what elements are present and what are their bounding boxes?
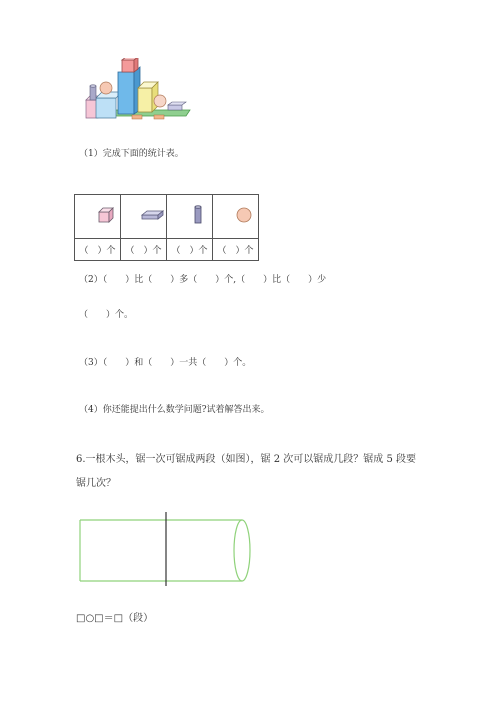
q4-line: （4）你还能提出什么数学问题?试着解答出来。 bbox=[79, 405, 270, 415]
flat-cuboid bbox=[168, 102, 186, 110]
q2-line2: （ ）个。 bbox=[79, 310, 134, 320]
count-cell-cuboid[interactable]: （ ）个 bbox=[121, 239, 167, 261]
tall-blue-cuboid bbox=[118, 58, 140, 114]
cylinder-icon bbox=[193, 205, 203, 225]
count-cell-sphere[interactable]: （ ）个 bbox=[213, 239, 259, 261]
sphere-icon bbox=[235, 206, 253, 224]
cube-icon bbox=[96, 206, 116, 224]
table-cell-cuboid bbox=[121, 195, 167, 239]
peach-sphere bbox=[100, 82, 112, 94]
yellow-cuboid bbox=[138, 82, 158, 112]
log-diagram bbox=[74, 510, 256, 588]
q1-label: （1）完成下面的统计表。 bbox=[79, 149, 184, 159]
table-cell-cylinder bbox=[167, 195, 213, 239]
table-icon-row bbox=[75, 195, 259, 239]
solids-illustration bbox=[82, 58, 194, 124]
count-cell-cube[interactable]: （ ）个 bbox=[75, 239, 121, 261]
log-outline bbox=[80, 520, 250, 581]
gray-cylinder bbox=[90, 85, 96, 100]
table-cell-cube bbox=[75, 195, 121, 239]
count-cell-cylinder[interactable]: （ ）个 bbox=[167, 239, 213, 261]
q3-line: （3）（ ）和（ ）一共（ ）个。 bbox=[79, 358, 252, 368]
q2-line1: （2）（ ）比（ ）多（ ）个,（ ）比（ ）少 bbox=[79, 275, 327, 285]
table-count-row bbox=[75, 239, 259, 261]
statistics-table bbox=[74, 194, 259, 261]
answer-template[interactable]: □○□＝□（段） bbox=[76, 613, 154, 624]
cuboid-icon bbox=[140, 209, 164, 221]
problem6-line2: 锯几次？ bbox=[76, 478, 116, 489]
table-cell-sphere bbox=[213, 195, 259, 239]
right-sphere bbox=[154, 95, 166, 107]
problem6-line1: 6.一根木头，锯一次可锯成两段（如图），锯 2 次可以锯成几段？锯成 5 段要 bbox=[76, 454, 416, 465]
